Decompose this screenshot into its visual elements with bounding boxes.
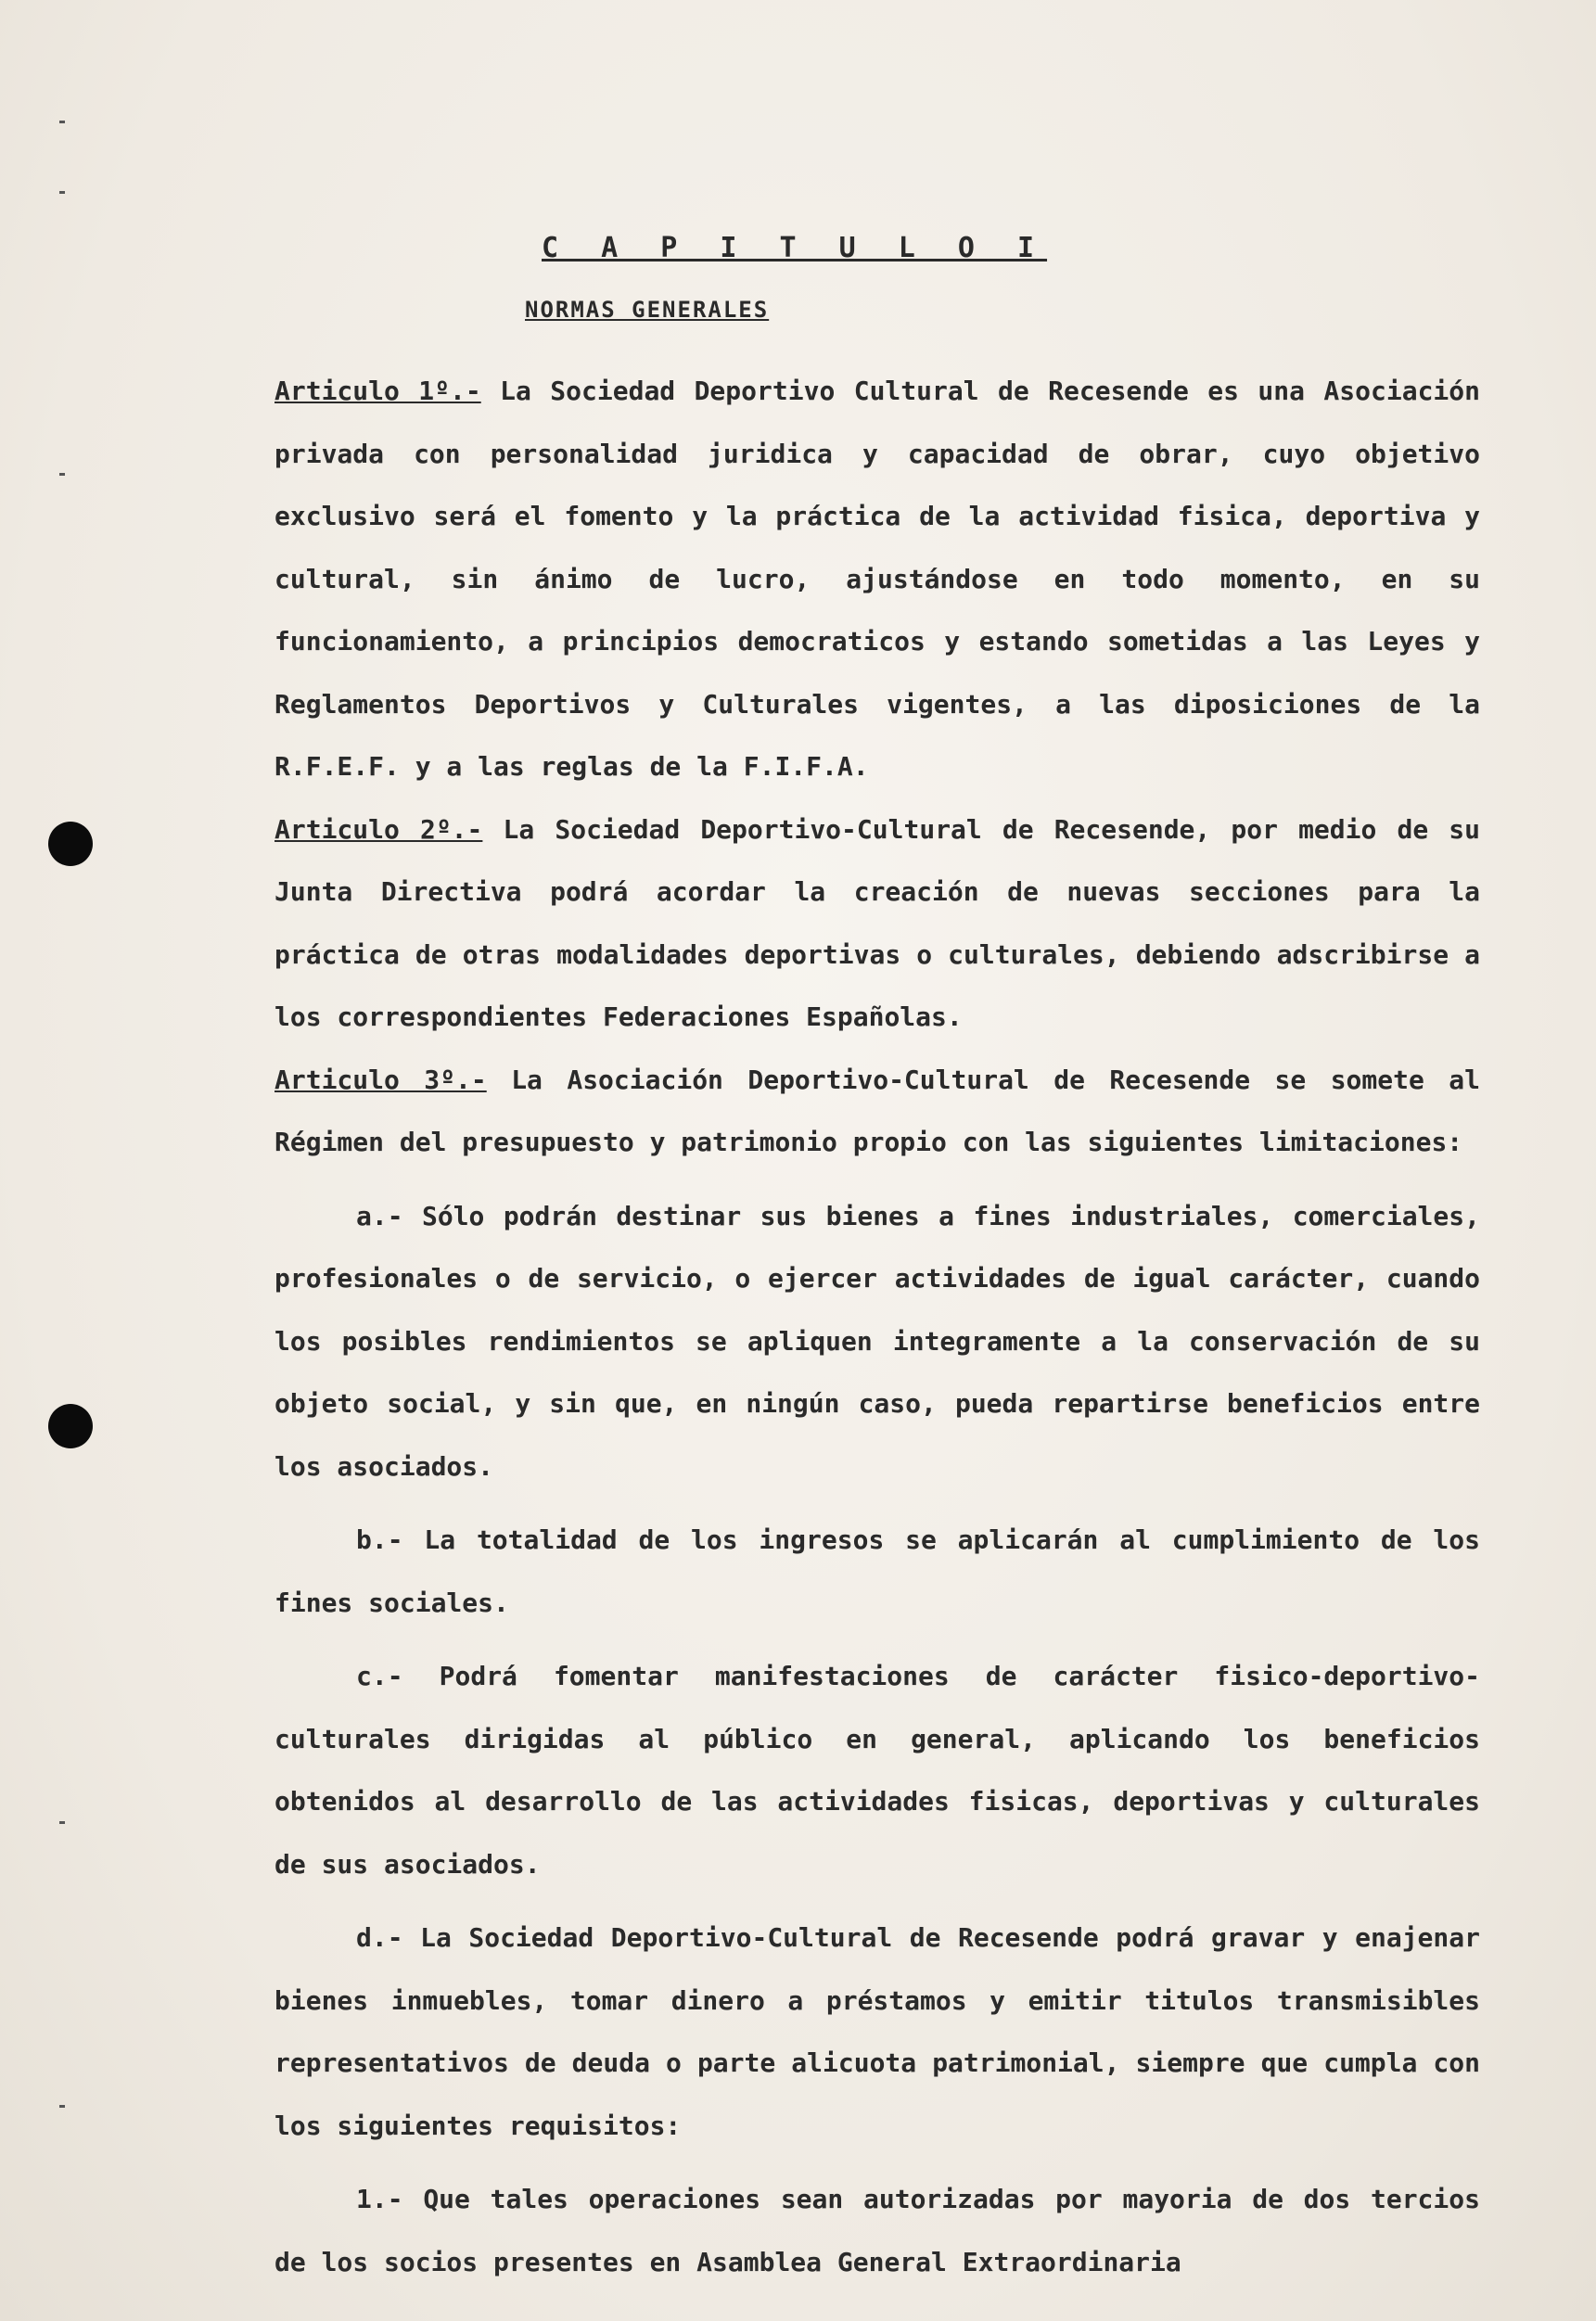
article-2 xyxy=(275,798,1480,1049)
article-1 xyxy=(275,360,1480,798)
margin-mark xyxy=(59,191,65,194)
margin-mark xyxy=(59,1821,65,1824)
article-text: La Asociación Deportivo-Cultural de Recesende se somete al Régimen del presupuesto y patrimonio propio con las siguientes limitaciones: xyxy=(275,1064,1481,1157)
document-body xyxy=(275,360,1480,2293)
margin-mark xyxy=(59,473,65,476)
list-item: b.- La totalidad de los ingresos se aplicarán al cumplimiento de los fines sociales. xyxy=(275,1524,1480,1618)
article-label: Articulo 1º.- xyxy=(275,376,481,406)
margin-mark xyxy=(59,2105,65,2108)
punch-hole xyxy=(48,1404,93,1448)
punch-hole xyxy=(48,822,93,866)
article-text: La Sociedad Deportivo Cultural de Recesende es una Asociación privada con personalidad juridica y capacidad de obrar, cuyo objetivo exclusivo será el fomento y la práctica de la actividad fisica, deportiva y cultural, sin ánimo de lucro, ajustándose en todo momento, en su funcionamiento, a principios democraticos y estando sometidas a las Leyes y Reglamentos Deportivos y Culturales vigentes, a las diposiciones de la R.F.E.F. y a las reglas de la F.I.F.A. xyxy=(275,376,1480,782)
article-label: Articulo 2º.- xyxy=(275,813,483,845)
chapter-title: C A P I T U L O I xyxy=(542,232,1048,264)
section-title: NORMAS GENERALES xyxy=(525,297,770,323)
article-text: La Sociedad Deportivo-Cultural de Recesende, por medio de su Junta Directiva podrá acordar la creación de nuevas secciones para la práctica de otras modalidades deportivas o culturales, debiendo adscribirse a los correspondientes Federaciones Españolas. xyxy=(275,813,1481,1032)
list-item: 1.- Que tales operaciones sean autorizadas por mayoria de dos tercios de los socios presentes en Asamblea General Extraordinaria xyxy=(275,2184,1480,2277)
margin-mark xyxy=(59,121,65,123)
list-item: d.- La Sociedad Deportivo-Cultural de Recesende podrá gravar y enajenar bienes inmuebles, tomar dinero a préstamos y emitir titulos transmisibles representativos de deuda o parte alicuota patrimonial, siempre que cumpla con los siguientes requisitos: xyxy=(275,1922,1480,2141)
article-label: Articulo 3º.- xyxy=(275,1064,487,1095)
list-item: c.- Podrá fomentar manifestaciones de carácter fisico-deportivo-culturales dirigidas al público en general, aplicando los beneficios obtenidos al desarrollo de las actividades fisicas, deportivas y culturales de sus asociados. xyxy=(275,1661,1480,1880)
article-3 xyxy=(275,1049,1480,1174)
list-item: a.- Sólo podrán destinar sus bienes a fines industriales, comerciales, profesionales o de servicio, o ejercer actividades de igual carácter, cuando los posibles rendimientos se apliquen integramente a la conservación de su objeto social, y sin que, en ningún caso, pueda repartirse beneficios entre los asociados. xyxy=(275,1200,1480,1482)
